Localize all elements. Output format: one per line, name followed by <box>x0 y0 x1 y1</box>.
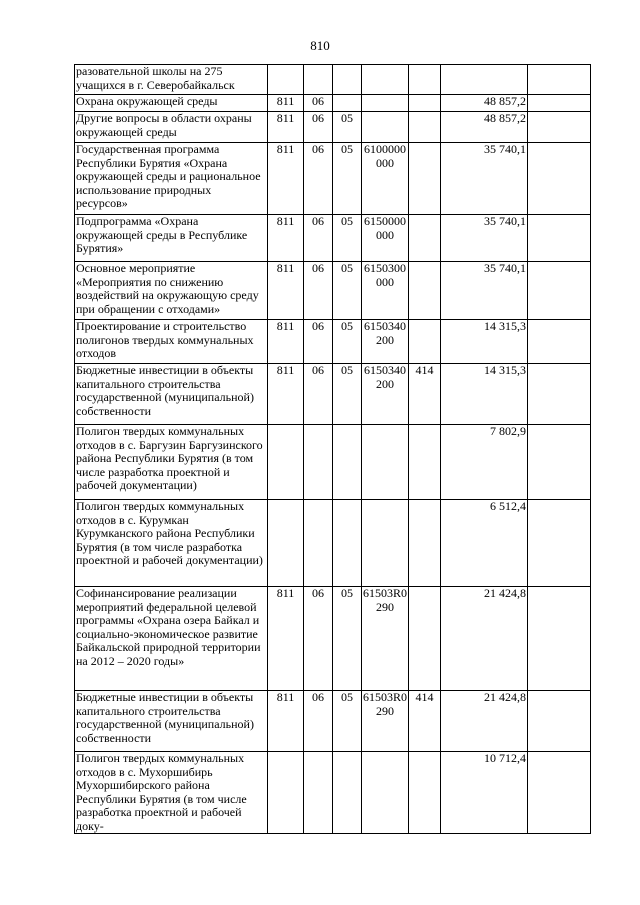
row-admin-code-cell: 811 <box>268 112 304 143</box>
row-section-cell: 06 <box>304 262 333 320</box>
row-subsection-cell <box>333 500 362 587</box>
row-expense-type-cell <box>409 587 441 691</box>
row-target-article-cell: 61503R0 290 <box>362 691 409 752</box>
row-expense-type-cell <box>409 95 441 112</box>
table-row <box>75 65 591 95</box>
row-section-cell: 06 <box>304 95 333 112</box>
row-expense-type-cell <box>409 752 441 834</box>
row-empty-cell <box>528 752 591 834</box>
row-section-cell <box>304 425 333 500</box>
row-amount-cell: 48 857,2 <box>441 95 528 112</box>
row-name-cell: Полигон твердых коммунальных отходов в с. Мухоршибирь Мухоршибирского района Республики Бурятия (в том числе разработка проектной и рабочей доку- <box>75 752 268 834</box>
row-subsection-cell: 05 <box>333 587 362 691</box>
row-amount-cell: 35 740,1 <box>441 215 528 262</box>
row-section-cell: 06 <box>304 112 333 143</box>
row-expense-type-cell <box>409 112 441 143</box>
table-row <box>75 691 591 752</box>
row-expense-type-cell <box>409 65 441 95</box>
row-section-cell: 06 <box>304 691 333 752</box>
row-expense-type-cell <box>409 500 441 587</box>
row-subsection-cell <box>333 752 362 834</box>
row-admin-code-cell: 811 <box>268 215 304 262</box>
row-section-cell: 06 <box>304 215 333 262</box>
row-section-cell <box>304 500 333 587</box>
row-admin-code-cell: 811 <box>268 587 304 691</box>
row-admin-code-cell: 811 <box>268 143 304 215</box>
row-amount-cell: 14 315,3 <box>441 364 528 425</box>
row-amount-cell: 48 857,2 <box>441 112 528 143</box>
row-target-article-cell <box>362 65 409 95</box>
row-name-cell: Проектирование и строительство полигонов твердых коммунальных отходов <box>75 320 268 364</box>
row-name-cell: Бюджетные инвестиции в объекты капитального строительства государственной (муниципальной) собственности <box>75 691 268 752</box>
row-admin-code-cell: 811 <box>268 320 304 364</box>
table-row <box>75 112 591 143</box>
budget-table-body <box>75 65 591 834</box>
row-subsection-cell <box>333 425 362 500</box>
row-amount-cell: 6 512,4 <box>441 500 528 587</box>
row-name-cell: Охрана окружающей среды <box>75 95 268 112</box>
row-expense-type-cell: 414 <box>409 691 441 752</box>
row-admin-code-cell: 811 <box>268 95 304 112</box>
row-amount-cell: 14 315,3 <box>441 320 528 364</box>
table-row <box>75 262 591 320</box>
row-admin-code-cell <box>268 425 304 500</box>
row-target-article-cell <box>362 95 409 112</box>
row-empty-cell <box>528 500 591 587</box>
row-name-cell: Подпрограмма «Охрана окружающей среды в Республике Бурятия» <box>75 215 268 262</box>
row-empty-cell <box>528 95 591 112</box>
row-expense-type-cell <box>409 143 441 215</box>
row-target-article-cell: 6100000 000 <box>362 143 409 215</box>
table-row <box>75 500 591 587</box>
row-subsection-cell: 05 <box>333 262 362 320</box>
row-subsection-cell <box>333 65 362 95</box>
row-amount-cell: 21 424,8 <box>441 587 528 691</box>
row-subsection-cell: 05 <box>333 112 362 143</box>
table-row <box>75 425 591 500</box>
row-section-cell <box>304 65 333 95</box>
row-admin-code-cell <box>268 752 304 834</box>
row-empty-cell <box>528 112 591 143</box>
row-target-article-cell: 6150000 000 <box>362 215 409 262</box>
row-subsection-cell: 05 <box>333 691 362 752</box>
row-empty-cell <box>528 320 591 364</box>
row-target-article-cell <box>362 112 409 143</box>
row-subsection-cell: 05 <box>333 320 362 364</box>
row-amount-cell <box>441 65 528 95</box>
row-empty-cell <box>528 143 591 215</box>
row-name-cell: Другие вопросы в области охраны окружающей среды <box>75 112 268 143</box>
row-subsection-cell: 05 <box>333 364 362 425</box>
table-row <box>75 364 591 425</box>
row-expense-type-cell <box>409 425 441 500</box>
row-name-cell: Софинансирование реализации мероприятий федеральной целевой программы «Охрана озера Байкал и социально-экономическое развитие Байкальской природной территории на 2012 – 2020 годы» <box>75 587 268 691</box>
row-amount-cell: 35 740,1 <box>441 262 528 320</box>
row-admin-code-cell <box>268 500 304 587</box>
table-row <box>75 587 591 691</box>
row-name-cell: Бюджетные инвестиции в объекты капитального строительства государственной (муниципальной) собственности <box>75 364 268 425</box>
row-expense-type-cell <box>409 215 441 262</box>
table-row <box>75 143 591 215</box>
row-section-cell: 06 <box>304 320 333 364</box>
row-admin-code-cell: 811 <box>268 364 304 425</box>
row-expense-type-cell <box>409 320 441 364</box>
row-name-cell: Основное мероприятие «Мероприятия по снижению воздействий на окружающую среду при обращении с отходами» <box>75 262 268 320</box>
row-subsection-cell <box>333 95 362 112</box>
table-row <box>75 752 591 834</box>
row-amount-cell: 7 802,9 <box>441 425 528 500</box>
row-empty-cell <box>528 691 591 752</box>
row-admin-code-cell: 811 <box>268 691 304 752</box>
table-row <box>75 215 591 262</box>
row-subsection-cell: 05 <box>333 215 362 262</box>
row-subsection-cell: 05 <box>333 143 362 215</box>
row-section-cell <box>304 752 333 834</box>
row-section-cell: 06 <box>304 587 333 691</box>
page-number: 810 <box>310 38 330 53</box>
row-target-article-cell: 61503R0 290 <box>362 587 409 691</box>
row-amount-cell: 10 712,4 <box>441 752 528 834</box>
row-name-cell: Полигон твердых коммунальных отходов в с. Курумкан Курумканского района Республики Бурятия (в том числе разработка проектной и рабочей документации) <box>75 500 268 587</box>
table-row <box>75 95 591 112</box>
row-target-article-cell <box>362 500 409 587</box>
row-amount-cell: 21 424,8 <box>441 691 528 752</box>
row-amount-cell: 35 740,1 <box>441 143 528 215</box>
row-section-cell: 06 <box>304 364 333 425</box>
row-empty-cell <box>528 587 591 691</box>
row-admin-code-cell <box>268 65 304 95</box>
row-expense-type-cell <box>409 262 441 320</box>
row-empty-cell <box>528 262 591 320</box>
budget-table <box>74 64 591 834</box>
row-empty-cell <box>528 65 591 95</box>
row-name-cell: разовательной школы на 275 учащихся в г. Северобайкальск <box>75 65 268 95</box>
row-admin-code-cell: 811 <box>268 262 304 320</box>
row-expense-type-cell: 414 <box>409 364 441 425</box>
row-target-article-cell: 6150340 200 <box>362 364 409 425</box>
row-name-cell: Государственная программа Республики Бурятия «Охрана окружающей среды и рациональное использование природных ресурсов» <box>75 143 268 215</box>
row-section-cell: 06 <box>304 143 333 215</box>
row-target-article-cell: 6150300 000 <box>362 262 409 320</box>
row-target-article-cell <box>362 425 409 500</box>
row-target-article-cell: 6150340 200 <box>362 320 409 364</box>
row-name-cell: Полигон твердых коммунальных отходов в с. Баргузин Баргузинского района Республики Бурятия (в том числе разработка проектной и рабочей документации) <box>75 425 268 500</box>
row-empty-cell <box>528 364 591 425</box>
row-empty-cell <box>528 215 591 262</box>
table-row <box>75 320 591 364</box>
row-target-article-cell <box>362 752 409 834</box>
row-empty-cell <box>528 425 591 500</box>
